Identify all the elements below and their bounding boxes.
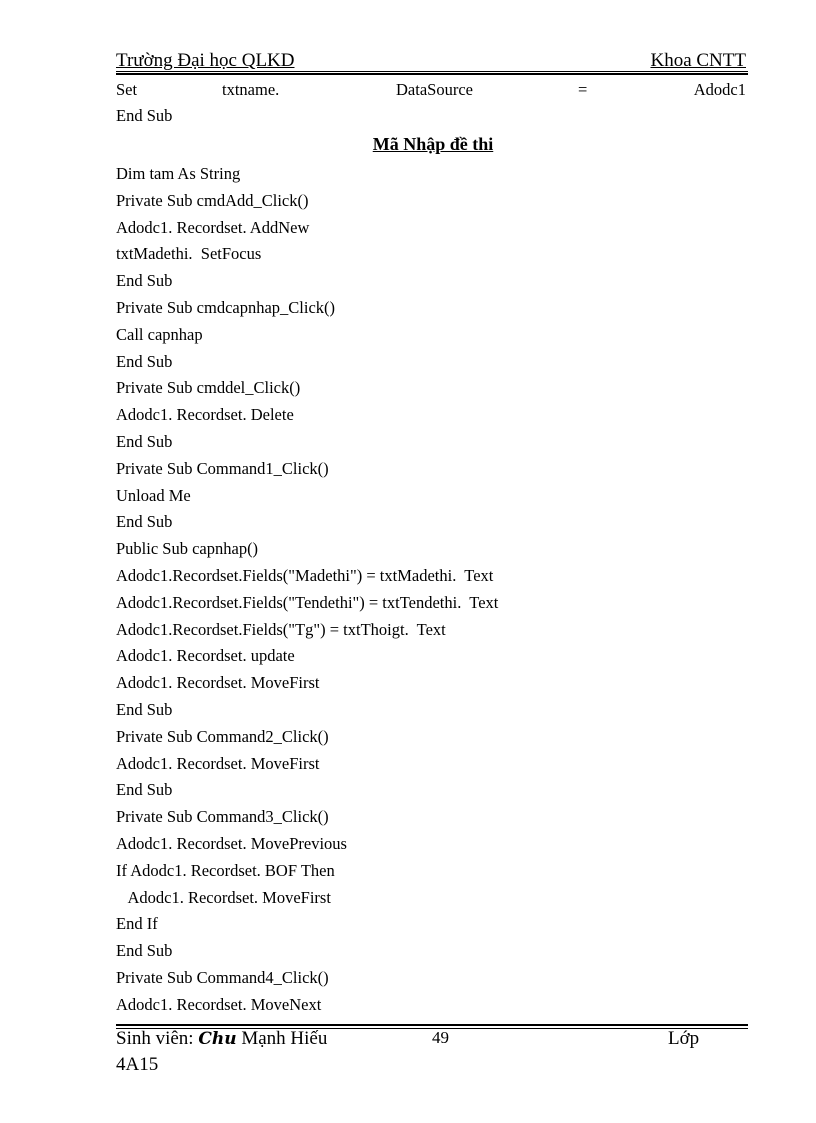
code-line: Public Sub capnhap() [116, 539, 259, 559]
page-header [116, 50, 748, 72]
student-label: Sinh viên: [116, 1028, 199, 1049]
code-token: DataSource [396, 80, 473, 99]
header-rule [116, 71, 748, 72]
code-line: End Sub [116, 941, 173, 961]
page-number: 49 [432, 1028, 449, 1047]
code-line: End Sub [116, 512, 173, 532]
code-line: Adodc1. Recordset. MovePrevious [116, 834, 347, 853]
code-line: Unload Me [116, 485, 191, 505]
class-label: Lớp [668, 1028, 700, 1049]
code-line: Private Sub Command4_Click() [116, 968, 329, 987]
footer-rule-thick [116, 1024, 748, 1026]
code-line: Adodc1. Recordset. MoveFirst [116, 753, 320, 773]
code-token: txtname. [222, 80, 280, 99]
code-line: End Sub [116, 351, 173, 371]
code-line: End Sub [116, 432, 173, 451]
header-rule-thick [116, 73, 748, 75]
code-line: If Adodc1. Recordset. BOF Then [116, 860, 335, 880]
code-line: End Sub [116, 780, 173, 800]
code-line: Adodc1. Recordset. MoveNext [116, 994, 322, 1014]
code-line: Private Sub cmdcapnhap_Click() [116, 298, 336, 317]
code-line: Private Sub cmdAdd_Click() [116, 190, 309, 210]
code-line: txtMadethi. SetFocus [116, 244, 262, 264]
code-line: Private Sub Command1_Click() [116, 458, 329, 478]
code-line: End Sub [116, 106, 173, 125]
code-line: Adodc1.Recordset.Fields("Madethi") = txtMadethi. Text [116, 566, 494, 585]
code-token: Set [116, 80, 138, 99]
header-school: Trường Đại học QLKD [116, 50, 295, 71]
class-value: 4A15 [116, 1054, 159, 1075]
code-line: Private Sub Command3_Click() [116, 807, 329, 827]
code-line: Adodc1.Recordset.Fields("Tg") = txtThoigt. Text [116, 619, 446, 639]
code-line: Adodc1. Recordset. MoveFirst [116, 673, 320, 693]
code-line: Adodc1.Recordset.Fields("Tendethi") = txtTendethi. Text [116, 592, 499, 612]
header-faculty: Khoa CNTT [650, 50, 746, 71]
code-line: Adodc1. Recordset. AddNew [116, 217, 310, 237]
set-datasource-line [116, 80, 746, 102]
section-title-text: Mã Nhập đề thi [372, 134, 494, 154]
code-line: Adodc1. Recordset. update [116, 646, 295, 666]
code-line: Adodc1. Recordset. Delete [116, 405, 294, 425]
student-name: Mạnh Hiếu [236, 1028, 328, 1049]
code-line: Dim tam As String [116, 164, 241, 183]
code-line: End If [116, 914, 158, 934]
code-token: = [578, 80, 588, 99]
code-line: Adodc1. Recordset. MoveFirst [116, 887, 331, 907]
code-line: End Sub [116, 271, 173, 291]
code-line: Private Sub cmddel_Click() [116, 378, 301, 398]
footer-student [116, 1028, 327, 1050]
code-line: End Sub [116, 700, 173, 719]
student-chu: Chu [198, 1029, 237, 1049]
code-token: Adodc1 [693, 80, 746, 99]
code-line: Private Sub Command2_Click() [116, 726, 329, 746]
code-line: Call capnhap [116, 324, 203, 344]
section-title [0, 134, 816, 155]
